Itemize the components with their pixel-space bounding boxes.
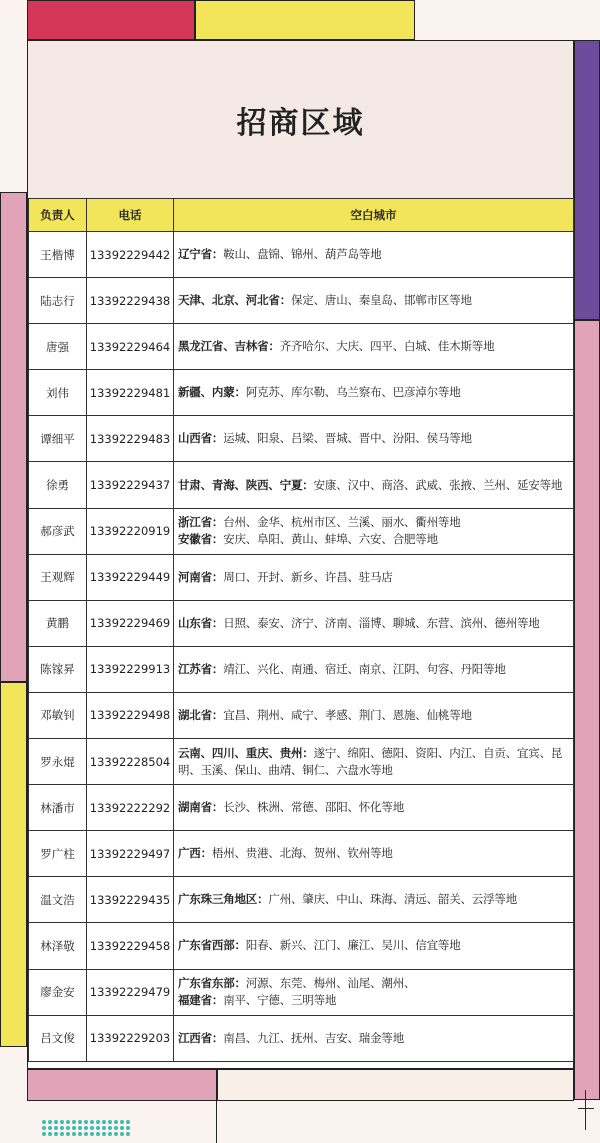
deco-dot: [48, 1126, 52, 1130]
contact-phone: 13392229203: [87, 1015, 174, 1061]
city-list: 阿克苏、库尔勒、乌兰察布、巴彦淖尔等地: [245, 385, 461, 400]
province-label: 浙江省：: [178, 515, 224, 530]
contact-name: 邓敏钊: [29, 692, 87, 738]
province-label: 湖南省：: [178, 800, 224, 815]
contact-phone: 13392229435: [87, 877, 174, 923]
region-cities: [174, 692, 574, 738]
contact-phone: 13392229442: [87, 232, 174, 278]
deco-dot: [54, 1126, 58, 1130]
contact-name: 王观辉: [29, 554, 87, 600]
deco-dot: [72, 1120, 76, 1124]
table-header-row: [29, 199, 574, 232]
deco-dot: [78, 1120, 82, 1124]
contact-name: 林泽敬: [29, 923, 87, 969]
region-table: [28, 198, 574, 1062]
region-cities: [174, 324, 574, 370]
province-label: 辽宁省：: [178, 247, 224, 262]
deco-dot: [96, 1126, 100, 1130]
table-row: [29, 877, 574, 923]
deco-dot: [78, 1132, 82, 1136]
city-list: 安康、汉中、商洛、武威、张掖、兰州、延安等地: [313, 477, 563, 492]
province-label: 天津、北京、河北省：: [178, 293, 291, 308]
deco-dot: [120, 1126, 124, 1130]
city-list: 台州、金华、杭州市区、兰溪、丽水、衢州等地: [223, 515, 461, 530]
contact-name: 罗广柱: [29, 831, 87, 877]
contact-phone: 13392222292: [87, 785, 174, 831]
column-header-contact: 负责人: [29, 199, 87, 232]
deco-dot: [126, 1120, 130, 1124]
contact-phone: 13392220919: [87, 508, 174, 554]
column-header-cities: 空白城市: [174, 199, 574, 232]
deco-dot: [72, 1132, 76, 1136]
region-line: [178, 1031, 404, 1045]
contact-phone: 13392229913: [87, 646, 174, 692]
region-cities: [174, 785, 574, 831]
contact-name: 郝彦武: [29, 508, 87, 554]
region-line: [178, 938, 461, 952]
deco-yellow-block: [195, 0, 415, 40]
table-row: [29, 324, 574, 370]
table-body: [29, 232, 574, 1062]
table-row: [29, 554, 574, 600]
table-row: [29, 370, 574, 416]
province-label: 河南省：: [178, 569, 224, 584]
province-label: 安徽省：: [178, 532, 224, 547]
region-cities: [174, 508, 574, 554]
city-list: 南昌、九江、抚州、吉安、瑞金等地: [223, 1030, 405, 1045]
table-row: [29, 278, 574, 324]
deco-dot: [42, 1126, 46, 1130]
region-line: [178, 746, 562, 777]
deco-dot: [90, 1132, 94, 1136]
deco-dot: [84, 1120, 88, 1124]
city-list: 周口、开封、新乡、许昌、驻马店: [223, 569, 393, 584]
deco-dot: [102, 1126, 106, 1130]
contact-phone: 13392229497: [87, 831, 174, 877]
deco-divider-line: [578, 1108, 594, 1109]
region-cities: [174, 739, 574, 785]
region-line: [178, 616, 540, 630]
city-list: 靖江、兴化、南通、宿迁、南京、江阴、句容、丹阳等地: [223, 661, 506, 676]
city-list: 齐齐哈尔、大庆、四平、白城、佳木斯等地: [279, 339, 495, 354]
region-cities: [174, 1015, 574, 1061]
table-row: [29, 1015, 574, 1061]
city-list: 广州、肇庆、中山、珠海、清远、韶关、云浮等地: [268, 892, 518, 907]
region-cities: [174, 969, 574, 1015]
table-row: [29, 923, 574, 969]
table-row: [29, 462, 574, 508]
deco-dot: [66, 1132, 70, 1136]
region-cities: [174, 646, 574, 692]
contact-name: 陈镓昇: [29, 646, 87, 692]
deco-dot: [60, 1132, 64, 1136]
contact-name: 温文浩: [29, 877, 87, 923]
title-area: [28, 41, 573, 199]
deco-dot: [54, 1132, 58, 1136]
contact-name: 吕文俊: [29, 1015, 87, 1061]
deco-yellow-left-block: [0, 682, 27, 1047]
deco-dot: [96, 1120, 100, 1124]
city-list: 鞍山、盘锦、锦州、葫芦岛等地: [223, 247, 382, 262]
table-row: [29, 785, 574, 831]
region-cities: [174, 600, 574, 646]
region-cities: [174, 462, 574, 508]
region-line: [178, 800, 404, 814]
deco-dot: [114, 1126, 118, 1130]
region-line: [178, 992, 569, 1009]
contact-name: 唐强: [29, 324, 87, 370]
table-row: [29, 416, 574, 462]
province-label: 云南、四川、重庆、贵州：: [178, 745, 314, 760]
deco-dot: [108, 1120, 112, 1124]
contact-name: 谭细平: [29, 416, 87, 462]
region-line: [178, 570, 393, 584]
table-row: [29, 600, 574, 646]
deco-dot: [66, 1120, 70, 1124]
region-cities: [174, 877, 574, 923]
table-row: [29, 739, 574, 785]
region-cities: [174, 831, 574, 877]
region-line: [178, 846, 393, 860]
page-title: 招商区域: [236, 105, 365, 141]
main-card: [27, 40, 574, 1069]
column-header-phone: 电话: [87, 199, 174, 232]
table-row: [29, 646, 574, 692]
contact-phone: 13392229438: [87, 278, 174, 324]
province-label: 江苏省：: [178, 661, 224, 676]
deco-dot: [48, 1120, 52, 1124]
deco-dot: [54, 1120, 58, 1124]
city-list: 宜昌、荆州、咸宁、孝感、荆门、恩施、仙桃等地: [223, 707, 472, 722]
deco-dot: [60, 1120, 64, 1124]
city-list: 梧州、贵港、北海、贺州、钦州等地: [211, 846, 393, 861]
city-list: 保定、唐山、秦皇岛、邯郸市区等地: [291, 293, 472, 308]
region-line: [178, 431, 472, 445]
contact-name: 王楷博: [29, 232, 87, 278]
region-line: [178, 892, 517, 906]
deco-dot: [78, 1126, 82, 1130]
deco-dot: [60, 1126, 64, 1130]
contact-name: 陆志行: [29, 278, 87, 324]
region-cities: [174, 923, 574, 969]
city-list: 日照、泰安、济宁、济南、淄博、聊城、东营、滨州、德州等地: [223, 615, 540, 630]
deco-dot: [126, 1126, 130, 1130]
deco-dot: [48, 1132, 52, 1136]
province-label: 福建省：: [178, 993, 224, 1008]
province-label: 新疆、内蒙：: [178, 385, 246, 400]
region-line: [178, 662, 506, 676]
city-list: 河源、东莞、梅州、汕尾、潮州、: [245, 976, 416, 991]
region-line: [178, 514, 569, 531]
contact-phone: 13392229498: [87, 692, 174, 738]
region-line: [178, 385, 461, 399]
region-cities: [174, 370, 574, 416]
contact-name: 罗永焜: [29, 739, 87, 785]
table-row: [29, 831, 574, 877]
deco-pink-bottom-block: [27, 1069, 217, 1101]
region-cities: [174, 278, 574, 324]
contact-name: 徐勇: [29, 462, 87, 508]
contact-name: 黄鹏: [29, 600, 87, 646]
region-line: [178, 247, 381, 261]
region-line: [178, 478, 562, 492]
deco-dot: [126, 1132, 130, 1136]
city-list: 阳春、新兴、江门、廉江、吴川、信宜等地: [245, 938, 461, 953]
province-label: 江西省：: [178, 1030, 224, 1045]
province-label: 甘肃、青海、陕西、宁夏：: [178, 477, 314, 492]
deco-divider-line: [585, 1090, 586, 1130]
contact-phone: 13392229464: [87, 324, 174, 370]
region-cities: [174, 416, 574, 462]
deco-red-block: [27, 0, 195, 40]
deco-dot: [96, 1132, 100, 1136]
contact-phone: 13392228504: [87, 739, 174, 785]
deco-dot: [90, 1120, 94, 1124]
table-row: [29, 232, 574, 278]
deco-dot: [108, 1132, 112, 1136]
province-label: 山东省：: [178, 615, 224, 630]
region-line: [178, 339, 494, 353]
deco-dot: [90, 1126, 94, 1130]
city-list: 长沙、株洲、常德、邵阳、怀化等地: [223, 800, 405, 815]
deco-dot: [108, 1126, 112, 1130]
city-list: 遂宁、绵阳、德阳、资阳、内江、自贡、宜宾、昆明、玉溪、保山、曲靖、铜仁、六盘水等地: [178, 745, 563, 777]
deco-dot: [102, 1120, 106, 1124]
province-label: 广东省西部：: [178, 938, 246, 953]
contact-phone: 13392229483: [87, 416, 174, 462]
deco-bottom-cell: [217, 1069, 574, 1101]
province-label: 广西：: [178, 846, 212, 861]
region-cities: [174, 232, 574, 278]
deco-dot: [120, 1120, 124, 1124]
deco-dot: [42, 1132, 46, 1136]
deco-pink-left-block: [0, 192, 27, 682]
city-list: 运城、阳泉、吕梁、晋城、晋中、汾阳、侯马等地: [223, 431, 472, 446]
deco-pink-right-block: [574, 320, 600, 1100]
contact-name: 林潘市: [29, 785, 87, 831]
province-label: 广东珠三角地区：: [178, 892, 269, 907]
province-label: 湖北省：: [178, 707, 224, 722]
region-line: [178, 975, 569, 992]
contact-name: 廖金安: [29, 969, 87, 1015]
deco-dot: [72, 1126, 76, 1130]
table-row: [29, 692, 574, 738]
table-row: [29, 508, 574, 554]
province-label: 黑龙江省、吉林省：: [178, 339, 280, 354]
contact-phone: 13392229449: [87, 554, 174, 600]
province-label: 广东省东部：: [178, 976, 246, 991]
deco-dot: [84, 1126, 88, 1130]
region-line: [178, 531, 569, 548]
region-line: [178, 708, 472, 722]
deco-dot: [114, 1132, 118, 1136]
province-label: 山西省：: [178, 431, 224, 446]
contact-phone: 13392229481: [87, 370, 174, 416]
deco-dot: [114, 1120, 118, 1124]
deco-dot: [120, 1132, 124, 1136]
deco-dot: [42, 1120, 46, 1124]
city-list: 安庆、阜阳、黄山、蚌埠、六安、合肥等地: [223, 532, 438, 547]
deco-dot: [84, 1132, 88, 1136]
contact-name: 刘伟: [29, 370, 87, 416]
contact-phone: 13392229469: [87, 600, 174, 646]
city-list: 南平、宁德、三明等地: [223, 993, 337, 1008]
table-row: [29, 969, 574, 1015]
contact-phone: 13392229479: [87, 969, 174, 1015]
contact-phone: 13392229458: [87, 923, 174, 969]
deco-dot: [66, 1126, 70, 1130]
region-line: [178, 293, 472, 307]
region-cities: [174, 554, 574, 600]
deco-purple-block: [574, 40, 600, 320]
contact-phone: 13392229437: [87, 462, 174, 508]
deco-dot: [102, 1132, 106, 1136]
